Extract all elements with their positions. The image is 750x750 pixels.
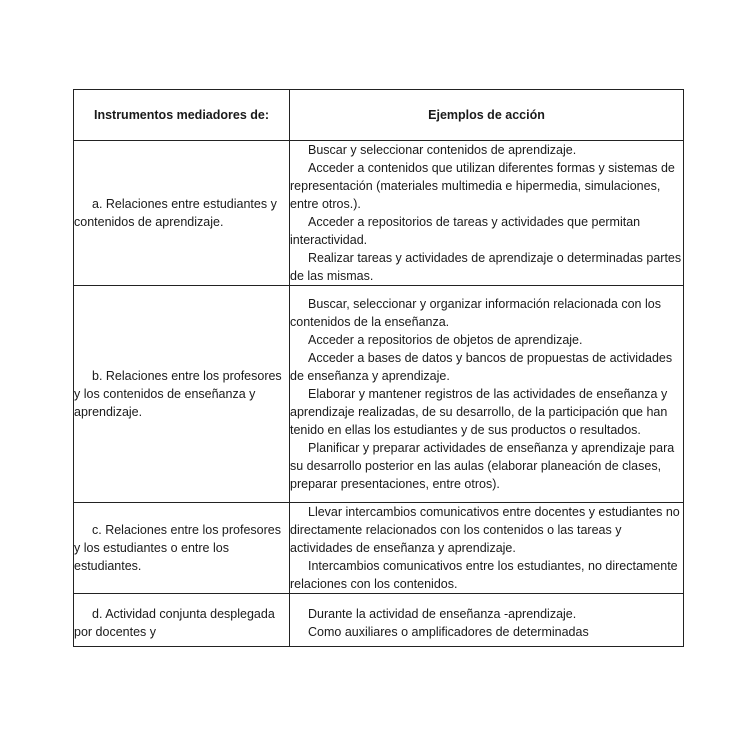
- table-row: [74, 503, 684, 594]
- table-row: [74, 594, 684, 647]
- example-paragraph: Acceder a repositorios de objetos de aprendizaje.: [308, 333, 583, 347]
- example-paragraph: Planificar y preparar actividades de enseñanza y aprendizaje para su desarrollo posterior en las aulas (elaborar planeación de clases, preparar presentaciones, entre otros).: [290, 441, 675, 491]
- example-paragraph: Acceder a contenidos que utilizan diferentes formas y sistemas de representación (materiales multimedia e hipermedia, simulaciones, entre otros.).: [290, 161, 675, 211]
- row-examples-cell: [290, 141, 684, 286]
- header-examples: Ejemplos de acción: [290, 90, 684, 141]
- example-paragraph: Buscar, seleccionar y organizar información relacionada con los contenidos de la enseñanza.: [290, 297, 661, 329]
- example-paragraph: Intercambios comunicativos entre los estudiantes, no directamente relaciones con los contenidos.: [290, 559, 678, 591]
- row-label-cell: [74, 594, 290, 647]
- example-paragraph: Acceder a bases de datos y bancos de propuestas de actividades de enseñanza y aprendizaje.: [290, 351, 673, 383]
- row-label: b. Relaciones entre los profesores y los contenidos de enseñanza y aprendizaje.: [74, 369, 282, 419]
- row-label: d. Actividad conjunta desplegada por docentes y: [74, 607, 275, 639]
- example-paragraph: Como auxiliares o amplificadores de determinadas: [308, 625, 589, 639]
- example-paragraph: Llevar intercambios comunicativos entre docentes y estudiantes no directamente relacionados con los contenidos o las tareas y actividades de enseñanza y aprendizaje.: [290, 505, 680, 555]
- row-label: a. Relaciones entre estudiantes y contenidos de aprendizaje.: [74, 197, 277, 229]
- example-paragraph: Buscar y seleccionar contenidos de aprendizaje.: [308, 143, 577, 157]
- row-examples-cell: [290, 286, 684, 503]
- row-label-cell: [74, 141, 290, 286]
- table-row: [74, 141, 684, 286]
- instruments-table: [73, 89, 684, 647]
- row-label-cell: [74, 503, 290, 594]
- example-paragraph: Acceder a repositorios de tareas y actividades que permitan interactividad.: [290, 215, 641, 247]
- example-paragraph: Realizar tareas y actividades de aprendizaje o determinadas partes de las mismas.: [290, 251, 682, 283]
- row-examples-cell: [290, 594, 684, 647]
- row-examples-cell: [290, 503, 684, 594]
- row-label: c. Relaciones entre los profesores y los estudiantes o entre los estudiantes.: [74, 523, 281, 573]
- table-header-row: [74, 90, 684, 141]
- row-label-cell: [74, 286, 290, 503]
- example-paragraph: Durante la actividad de enseñanza -aprendizaje.: [308, 607, 577, 621]
- header-instruments: Instrumentos mediadores de:: [74, 90, 290, 141]
- example-paragraph: Elaborar y mantener registros de las actividades de enseñanza y aprendizaje realizadas, de su desarrollo, de la participación que han tenido en ellas los estudiantes y de sus productos o resultados.: [290, 387, 668, 437]
- table-row: [74, 286, 684, 503]
